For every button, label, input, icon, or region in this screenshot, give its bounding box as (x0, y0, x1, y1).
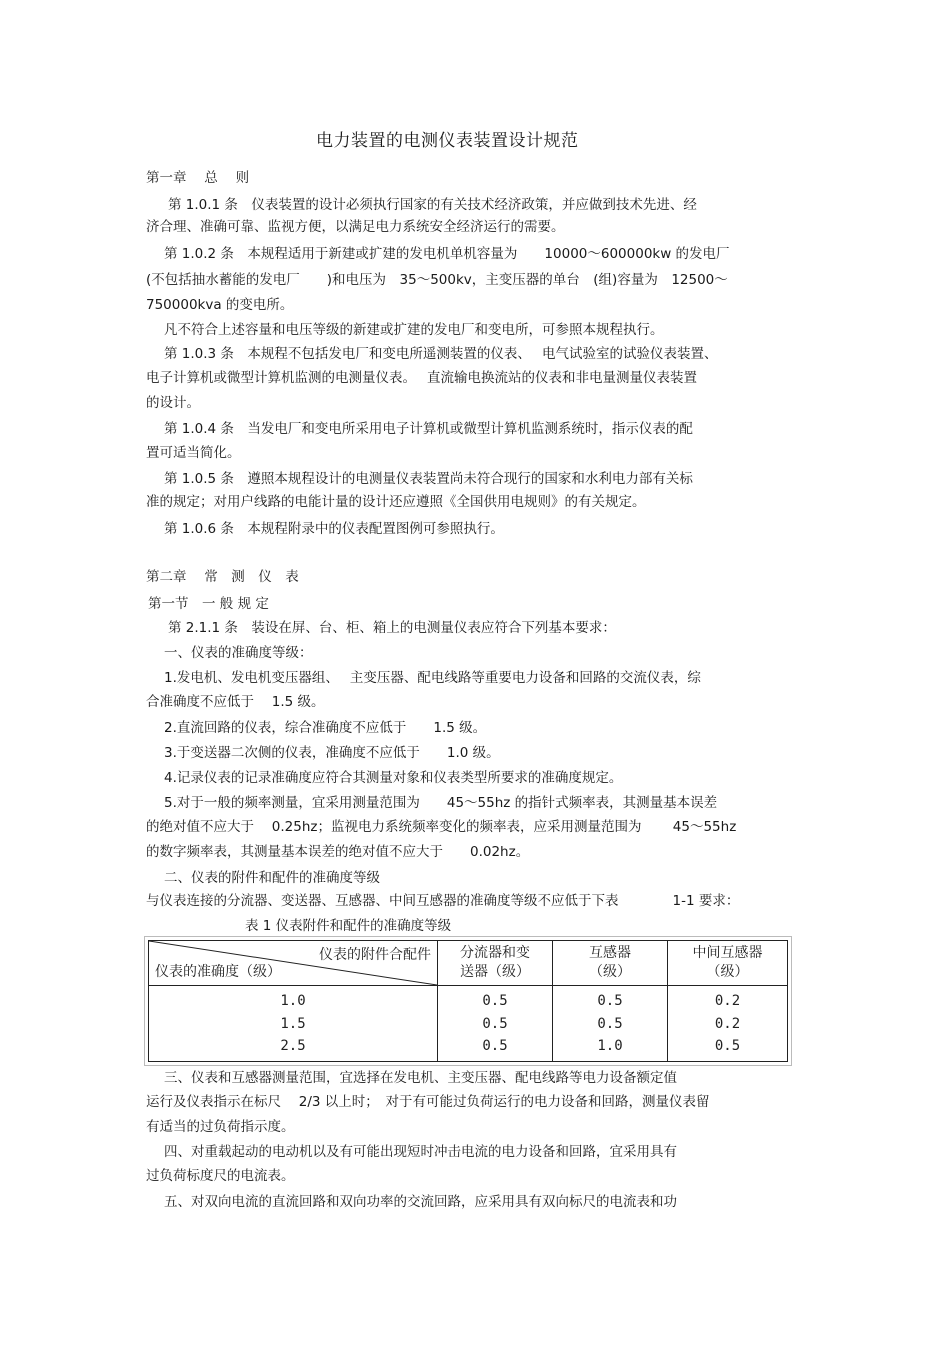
para-line: 四、对重载起动的电动机以及有可能出现短时冲击电流的电力设备和回路，宜采用具有 (164, 1144, 677, 1160)
header-accessory-label: 仪表的附件合配件 (319, 947, 431, 963)
para-line: 与仪表连接的分流器、变送器、互感器、中间互感器的准确度等级不应低于下表 1-1 要求： (146, 893, 740, 909)
para-line: 750000kva 的变电所。 (146, 297, 294, 313)
para-line: 过负荷标度尺的电流表。 (146, 1168, 295, 1184)
table-cell: 0.2 (668, 1013, 788, 1035)
para-line: 置可适当简化。 (146, 445, 241, 461)
para-line: 凡不符合上述容量和电压等级的新建或扩建的发电厂和变电所，可参照本规程执行。 (164, 322, 664, 338)
para-line: 的绝对值不应大于 0.25hz；监视电力系统频率变化的频率表，应采用测量范围为 45～55hz (146, 819, 737, 835)
header-accuracy-label: 仪表的准确度（级） (155, 964, 281, 981)
para-line: 运行及仪表指示在标尺 2/3 以上时； 对于有可能过负荷运行的电力设备和回路，测量仪表留 (146, 1094, 710, 1110)
para-line: 二、仪表的附件和配件的准确度等级 (164, 870, 380, 886)
table-cell: 0.2 (668, 986, 788, 1013)
para-line: (不包括抽水蓄能的发电厂 )和电压为 35～500kv，主变压器的单台 (组)容量为 12500～ (146, 272, 728, 288)
chapter-1-heading: 第一章 总 则 (146, 170, 250, 186)
col-transformer: 互感器 （级） (553, 941, 668, 986)
para-line: 合准确度不应低于 1.5 级。 (146, 694, 325, 710)
table-cell: 0.5 (438, 1013, 553, 1035)
diagonal-header-cell (149, 941, 438, 986)
table-row (149, 986, 788, 1013)
table-row (149, 1035, 788, 1062)
table-header-row (149, 941, 788, 986)
table-cell: 1.5 (149, 1013, 438, 1035)
para-line: 第 1.0.3 条 本规程不包括发电厂和变电所遥测装置的仪表、 电气试验室的试验仪表装置、 (164, 346, 718, 362)
col-shunt-transmitter: 分流器和变 送器（级） (438, 941, 553, 986)
table-caption: 表 1 仪表附件和配件的准确度等级 (245, 918, 452, 934)
para-line: 4.记录仪表的记录准确度应符合其测量对象和仪表类型所要求的准确度规定。 (164, 770, 623, 786)
table-cell: 0.5 (553, 986, 668, 1013)
table-row (149, 1013, 788, 1035)
table-cell: 0.5 (668, 1035, 788, 1062)
para-line: 准的规定；对用户线路的电能计量的设计还应遵照《全国供用电规则》的有关规定。 (146, 494, 646, 510)
table-cell: 1.0 (149, 986, 438, 1013)
para-line: 五、对双向电流的直流回路和双向功率的交流回路，应采用具有双向标尺的电流表和功 (164, 1194, 677, 1210)
para-line: 5.对于一般的频率测量，宜采用测量范围为 45～55hz 的指针式频率表，其测量基本误差 (164, 795, 718, 811)
table-cell: 0.5 (438, 986, 553, 1013)
para-line: 一、仪表的准确度等级： (164, 645, 313, 661)
col-intermediate-transformer: 中间互感器 （级） (668, 941, 788, 986)
table-cell: 0.5 (438, 1035, 553, 1062)
para-line: 有适当的过负荷指示度。 (146, 1119, 295, 1135)
para-line: 第 1.0.6 条 本规程附录中的仪表配置图例可参照执行。 (164, 521, 504, 537)
table-cell: 0.5 (553, 1013, 668, 1035)
para-line: 1.发电机、发电机变压器组、 主变压器、配电线路等重要电力设备和回路的交流仪表，综 (164, 670, 701, 686)
section-1-heading: 第一节 一 般 规 定 (148, 596, 269, 612)
para-line: 三、仪表和互感器测量范围，宜选择在发电机、主变压器、配电线路等电力设备额定值 (164, 1070, 677, 1086)
para-line: 第 1.0.1 条 仪表装置的设计必须执行国家的有关技术经济政策，并应做到技术先进、经 (168, 197, 697, 213)
para-line: 济合理、准确可靠、监视方便，以满足电力系统安全经济运行的需要。 (146, 219, 565, 235)
para-line: 的设计。 (146, 395, 200, 411)
para-line: 的数字频率表，其测量基本误差的绝对值不应大于 0.02hz。 (146, 844, 530, 860)
chapter-2-heading: 第二章 常 测 仪 表 (146, 569, 299, 585)
doc-title: 电力装置的电测仪表装置设计规范 (316, 131, 579, 151)
accuracy-table (148, 940, 788, 1062)
para-line: 2.直流回路的仪表，综合准确度不应低于 1.5 级。 (164, 720, 487, 736)
table-cell: 2.5 (149, 1035, 438, 1062)
para-line: 3.于变送器二次侧的仪表，准确度不应低于 1.0 级。 (164, 745, 500, 761)
para-line: 第 1.0.5 条 遵照本规程设计的电测量仪表装置尚未符合现行的国家和水利电力部有关标 (164, 471, 693, 487)
para-line: 电子计算机或微型计算机监测的电测量仪表。 直流输电换流站的仪表和非电量测量仪表装置 (146, 370, 698, 386)
para-line: 第 1.0.2 条 本规程适用于新建或扩建的发电机单机容量为 10000～600000kw 的发电厂 (164, 246, 730, 262)
para-line: 第 2.1.1 条 装设在屏、台、柜、箱上的电测量仪表应符合下列基本要求： (168, 620, 616, 636)
table-cell: 1.0 (553, 1035, 668, 1062)
para-line: 第 1.0.4 条 当发电厂和变电所采用电子计算机或微型计算机监测系统时，指示仪表的配 (164, 421, 693, 437)
